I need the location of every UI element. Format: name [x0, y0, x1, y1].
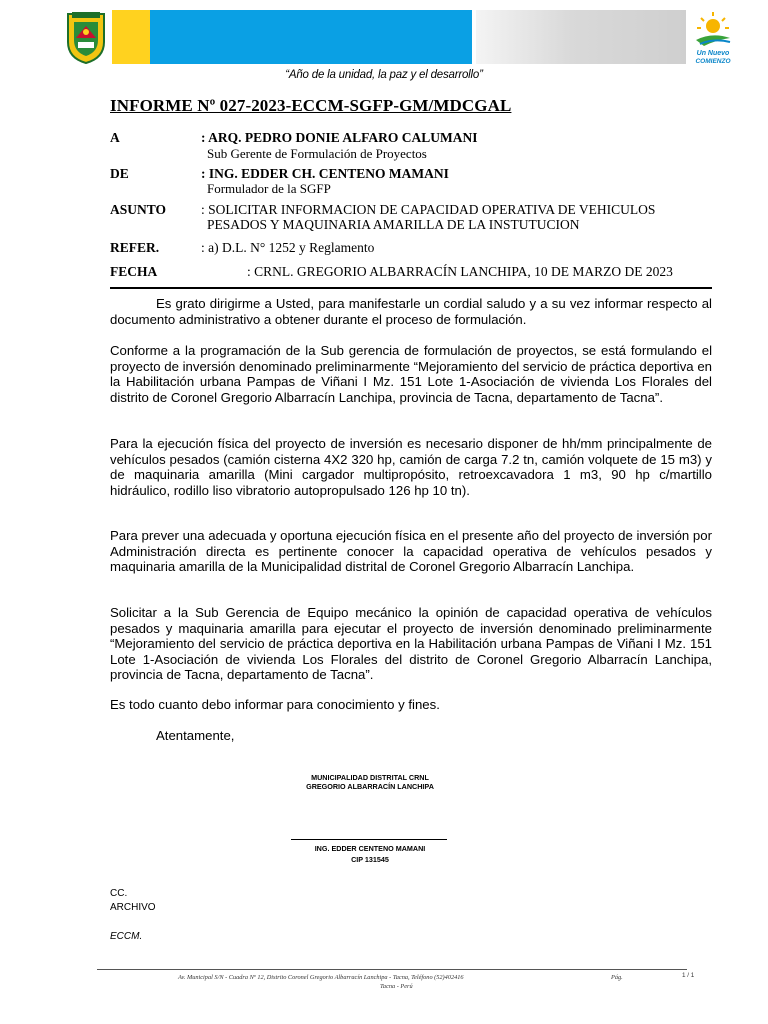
signer-cip: CIP 131545: [351, 855, 389, 864]
stamp-line-2: GREGORIO ALBARRACÍN LANCHIPA: [306, 782, 434, 791]
year-motto: “Año de la unidad, la paz y el desarrollo”: [285, 69, 483, 81]
footer-page-label: Pág.: [611, 974, 623, 981]
signature-line: [291, 839, 447, 840]
subject-label: ASUNTO: [110, 202, 167, 217]
date-label: FECHA: [110, 264, 158, 279]
footer-divider: [97, 969, 687, 970]
cc-archive: ARCHIVO: [110, 902, 156, 913]
paragraph-programming: Conforme a la programación de la Sub gerencia de formulación de proyectos, se está formulando el proyecto de inversión denominado preliminarmente “Mejoramiento del servicio de práctica deportiva en la Habilitación urbana Pampas de Viñani I Mz. 151 Lote 1-Asociación de vivienda Los Florales del distrito de Coronel Gregorio Albarracín Lanchipa, provincia de Tacna, departamento de Tacna”.: [110, 343, 712, 405]
logo-text-line1: Un Nuevo: [696, 50, 730, 57]
municipal-shield-logo: [64, 8, 108, 64]
from-label: DE: [110, 166, 129, 181]
author-initials: ECCM.: [110, 931, 143, 942]
paragraph-greeting: Es grato dirigirme a Usted, para manifestarle un cordial saludo y a su vez informar respecto al documento administrativo a obtener durante el proceso de formulación.: [110, 296, 712, 327]
to-role: Sub Gerente de Formulación de Proyectos: [207, 146, 427, 161]
page-number: 1 / 1: [682, 972, 695, 979]
signer-name: ING. EDDER CENTENO MAMANI: [314, 844, 426, 853]
subject-line-1: : SOLICITAR INFORMACION DE CAPACIDAD OPERATIVA DE VEHICULOS: [201, 202, 656, 217]
date-value: : CRNL. GREGORIO ALBARRACÍN LANCHIPA, 10 DE MARZO DE 2023: [247, 264, 673, 279]
to-label: A: [110, 130, 120, 145]
reference-value: : a) D.L. N° 1252 y Reglamento: [201, 240, 375, 255]
reference-label: REFER.: [110, 240, 160, 255]
logo-text-line2: COMIENZO: [695, 58, 731, 65]
footer-address: Av. Municipal S/N - Cuadra Nº 12, Distrito Coronel Gregorio Albarracín Lanchipa - Tacna, Teléfono (52)402416: [178, 974, 464, 981]
paragraph-closing-note: Es todo cuanto debo informar para conocimiento y fines.: [110, 697, 440, 712]
paragraph-execution: Para la ejecución física del proyecto de inversión es necesario disponer de hh/mm principalmente de vehículos pesados (camión cisterna 4X2 320 hp, camión de carga 7.2 tn, camión volquete de 15 m3) y de maquinaria amarilla (Mini cargador multipropósito, retroexcavadora 1 m3, 90 hp c/martillo hidráulico, rodillo liso vibratorio autopropulsado 126 hp 10 tn).: [110, 436, 712, 498]
report-title: INFORME Nº 027-2023-ECCM-SGFP-GM/MDCGAL: [110, 96, 512, 115]
header-band-grey: [476, 10, 686, 64]
paragraph-request: Solicitar a la Sub Gerencia de Equipo mecánico la opinión de capacidad operativa de vehículos pesados y maquinaria amarilla para ejecutar el proyecto de inversión denominado preliminarmente “Mejoramiento del servicio de práctica deportiva en la Habilitación urbana Pampas de Viñani I Mz. 151 Lote 1-Asociación de vivienda Los Florales del distrito de Coronel Gregorio Albarracín Lanchipa, provincia de Tacna, departamento de Tacna”.: [110, 605, 712, 683]
subject-line-2: PESADOS Y MAQUINARIA AMARILLA DE LA INSTUTUCION: [207, 217, 580, 232]
header-band-blue: [150, 10, 472, 64]
closing-salutation: Atentamente,: [156, 728, 235, 743]
cc-label: CC.: [110, 888, 128, 899]
heading-divider: [110, 287, 712, 289]
paragraph-capacity: Para prever una adecuada y oportuna ejecución física en el presente año del proyecto de inversión por Administración directa es pertinente conocer la capacidad operativa de vehículos pesados y maquinaria amarilla de la Municipalidad distrital de Coronel Gregorio Albarracín Lanchipa.: [110, 528, 712, 575]
header-band-yellow: [112, 10, 150, 64]
footer-city: Tacna - Perú: [380, 983, 413, 990]
to-name: : ARQ. PEDRO DONIE ALFARO CALUMANI: [201, 130, 478, 145]
stamp-line-1: MUNICIPALIDAD DISTRITAL CRNL: [311, 773, 429, 782]
un-nuevo-comienzo-logo: [692, 10, 734, 66]
from-role: Formulador de la SGFP: [207, 181, 331, 196]
from-name: : ING. EDDER CH. CENTENO MAMANI: [201, 166, 449, 181]
